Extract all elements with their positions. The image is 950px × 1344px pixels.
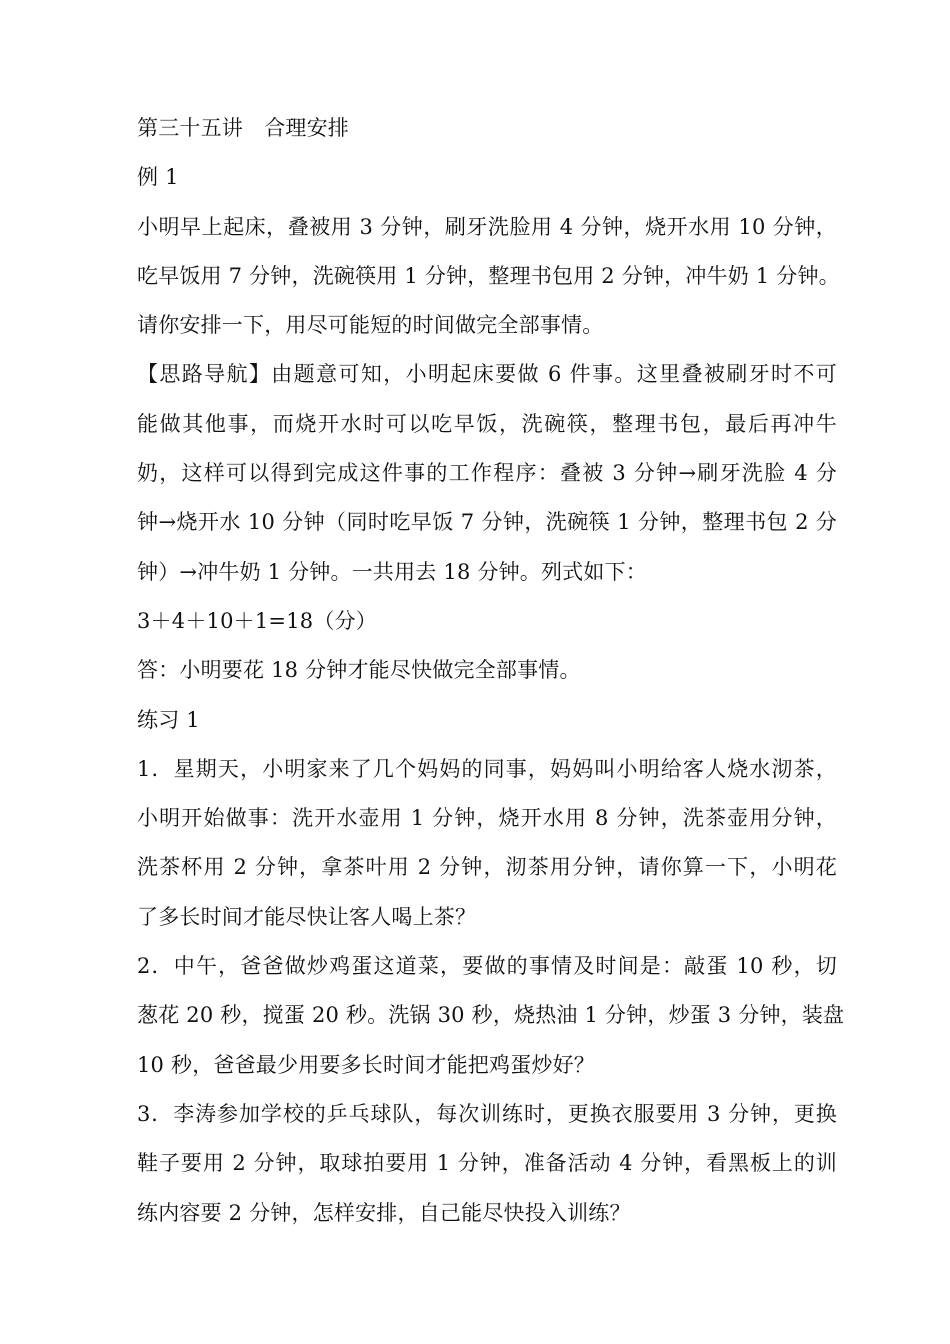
analysis-paragraph [137,350,837,596]
exercise-1-line: 小明开始做事：洗开水壶用 1 分钟，烧开水用 8 分钟，洗茶壶用分钟， [137,806,837,831]
example-problem [137,203,840,351]
analysis-line: 钟）→冲牛奶 1 分钟。一共用去 18 分钟。列式如下： [137,559,647,584]
exercise-1-line: 了多长时间才能尽快让客人喝上茶？ [137,904,477,929]
exercise-2-line: 2．中午，爸爸做炒鸡蛋这道菜，要做的事情及时间是：敲蛋 10 秒，切 [137,954,837,979]
example-problem-line: 吃早饭用 7 分钟，洗碗筷用 1 分钟，整理书包用 2 分钟，冲牛奶 1 分钟。 [137,263,840,288]
exercise-3-line: 3．李涛参加学校的乒乓球队，每次训练时，更换衣服要用 3 分钟，更换 [137,1101,837,1126]
example-problem-line: 请你安排一下，用尽可能短的时间做完全部事情。 [137,313,604,338]
exercise-1 [137,745,837,942]
exercise-2 [137,942,845,1090]
exercise-heading: 练习 1 [137,707,200,732]
example-problem-line: 小明早上起床，叠被用 3 分钟，刷牙洗脸用 4 分钟，烧开水用 10 分钟， [137,214,837,239]
analysis-line: 【思路导航】由题意可知，小明起床要做 6 件事。这里叠被刷牙时不可 [137,362,837,387]
formula: 3＋4＋10＋1=18（分） [137,608,377,633]
example-heading: 例 1 [137,165,179,190]
exercise-3-line: 练内容要 2 分钟，怎样安排，自己能尽快投入训练？ [137,1200,631,1225]
exercise-3-line: 鞋子要用 2 分钟，取球拍要用 1 分钟，准备活动 4 分钟，看黑板上的训 [137,1151,837,1176]
analysis-line: 奶，这样可以得到完成这件事的工作程序：叠被 3 分钟→刷牙洗脸 4 分 [137,461,837,486]
exercise-1-line: 1．星期天，小明家来了几个妈妈的同事，妈妈叫小明给客人烧水沏茶， [137,756,837,781]
exercise-1-line: 洗茶杯用 2 分钟，拿茶叶用 2 分钟，沏茶用分钟，请你算一下，小明花 [137,855,837,880]
lecture-title: 第三十五讲 合理安排 [137,116,349,140]
exercise-3 [137,1090,837,1238]
analysis-line: 能做其他事，而烧开水时可以吃早饭，洗碗筷，整理书包，最后再冲牛 [137,411,837,436]
answer: 答：小明要花 18 分钟才能尽快做完全部事情。 [137,658,581,683]
document-body [137,104,845,1238]
analysis-line: 钟→烧开水 10 分钟（同时吃早饭 7 分钟，洗碗筷 1 分钟，整理书包 2 分 [137,510,837,535]
exercise-2-line: 葱花 20 秒，搅蛋 20 秒。洗锅 30 秒，烧热油 1 分钟，炒蛋 3 分钟，装盘 [137,1003,845,1028]
exercise-2-line: 10 秒，爸爸最少用要多长时间才能把鸡蛋炒好？ [137,1052,595,1077]
